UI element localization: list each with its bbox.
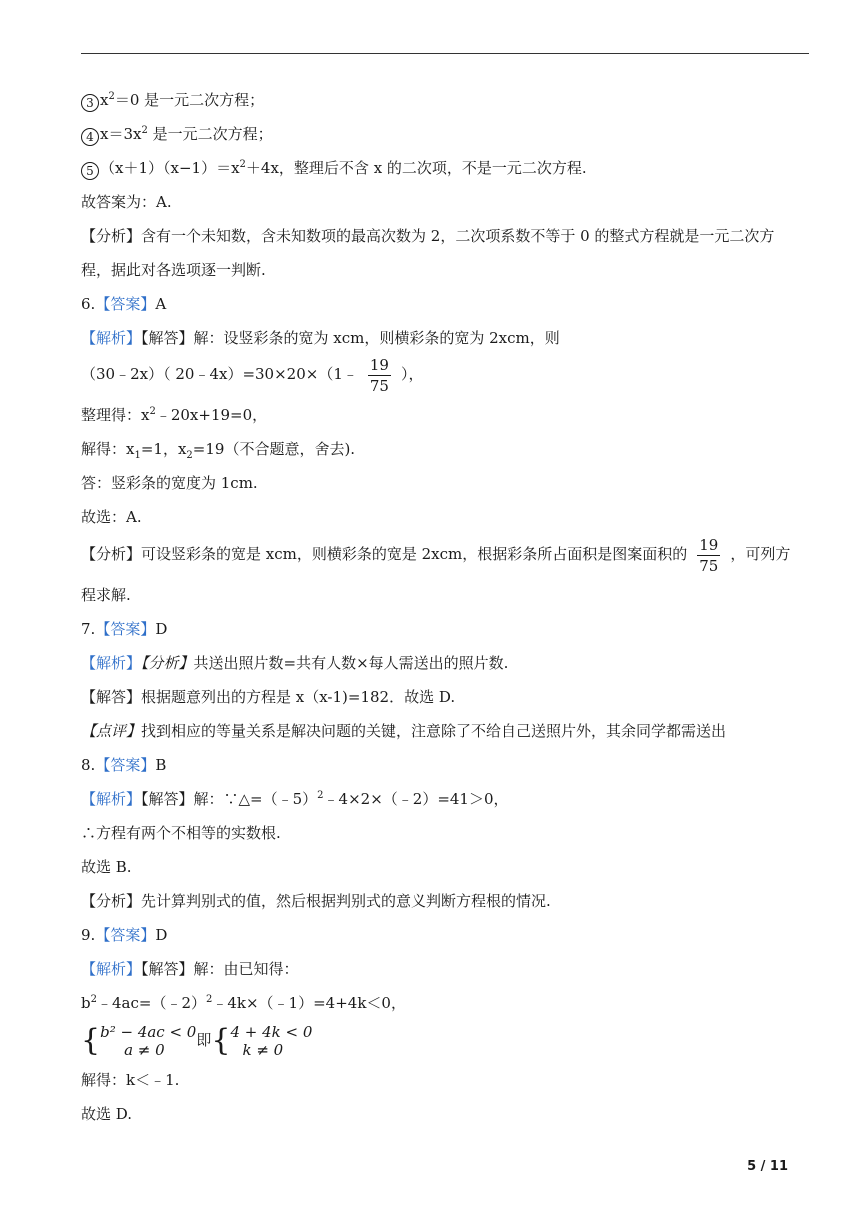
- answer-tag: 【答案】: [95, 295, 156, 313]
- equation-line: [81, 352, 423, 396]
- system-row: 4 + 4k < 0: [230, 1023, 313, 1041]
- header-rule: [81, 53, 809, 54]
- fraction-denominator: 75: [369, 376, 389, 395]
- text-line: 故选 D.: [81, 1105, 133, 1123]
- text-line: 程，据此对各选项逐一判断.: [81, 261, 266, 279]
- text: ＋4x，整理后不含 x 的二次项，不是一元二次方程.: [245, 159, 587, 177]
- left-brace: {: [81, 1023, 101, 1058]
- text: （30﹣2x）（ 20﹣4x）=30×20×（1﹣: [81, 365, 358, 383]
- text-line: [81, 653, 508, 673]
- circled-number: 3: [81, 94, 99, 112]
- analysis-tag: 【解析】: [81, 960, 142, 978]
- analysis-tag: 【解析】: [81, 654, 142, 672]
- text-line: [81, 124, 273, 146]
- fraction: [368, 355, 391, 396]
- text-line: [81, 721, 726, 741]
- answer-tag: 【答案】: [95, 926, 156, 944]
- text-line: [81, 959, 299, 979]
- text: ＝0 是一元二次方程；: [114, 91, 265, 109]
- system-row: b² − 4ac < 0: [100, 1023, 197, 1041]
- text-line: 【分析】先计算判别式的值，然后根据判别式的意义判断方程根的情况.: [81, 892, 551, 910]
- text: ，可列方: [730, 545, 791, 563]
- text: 【解答】解：由已知得：: [141, 960, 299, 978]
- superscript: 2: [317, 790, 324, 801]
- text-line: [81, 328, 560, 348]
- superscript: 2: [90, 994, 97, 1005]
- subscript: 2: [186, 450, 193, 461]
- question-number: 8.: [81, 756, 96, 774]
- answer-value: D: [155, 620, 168, 638]
- text-line: 程求解.: [81, 586, 131, 604]
- text: =19（不合题意，舍去).: [192, 440, 356, 458]
- answer-value: D: [155, 926, 168, 944]
- question-header: [81, 294, 166, 314]
- fraction-denominator: 75: [699, 556, 719, 575]
- text-line: 答：竖彩条的宽度为 1cm.: [81, 474, 258, 492]
- text-line: 【分析】含有一个未知数，含未知数项的最高次数为 2，二次项系数不等于 0 的整式方程就是一元二次方: [81, 227, 775, 245]
- circled-number: 5: [81, 162, 99, 180]
- text-line: [81, 993, 406, 1013]
- text-line: [81, 158, 587, 180]
- text: ），: [400, 365, 424, 383]
- question-number: 7.: [81, 620, 96, 638]
- analysis-tag: 【解析】: [81, 329, 142, 347]
- text-line: ∴方程有两个不相等的实数根.: [81, 824, 281, 842]
- text-line: [81, 789, 509, 809]
- superscript: 2: [149, 406, 156, 417]
- text: 解得：x: [81, 440, 135, 458]
- text: ﹣4ac=（﹣2）: [96, 994, 206, 1012]
- superscript: 2: [205, 994, 213, 1005]
- text-line: 故答案为：A.: [81, 193, 172, 211]
- subscript: 1: [134, 450, 141, 461]
- text: 【解答】解：设竖彩条的宽为 xcm，则横彩条的宽为 2xcm，则: [141, 329, 560, 347]
- text: ﹣4k×（﹣1）=4+4k＜0，: [212, 994, 406, 1012]
- fraction-numerator: 19: [699, 535, 719, 554]
- text: 共送出照片数=共有人数×每人需送出的照片数.: [193, 654, 509, 672]
- text-line: [81, 532, 790, 576]
- text: ﹣20x+19=0，: [155, 406, 268, 424]
- text: 【解答】解：∵△=（﹣5）: [141, 790, 318, 808]
- system-right: [230, 1023, 312, 1059]
- text-line: [81, 439, 355, 459]
- text: b: [81, 994, 91, 1012]
- page-number: 5 / 11: [747, 1159, 788, 1174]
- text: x: [100, 91, 109, 109]
- sub-tag: 【分析】: [141, 654, 194, 672]
- answer-tag: 【答案】: [95, 756, 156, 774]
- text: 即: [196, 1031, 212, 1049]
- text-line: 【解答】根据题意列出的方程是 x（x-1)=182．故选 D.: [81, 688, 456, 706]
- answer-value: B: [155, 756, 167, 774]
- text: x＝3x: [100, 125, 142, 143]
- system-row: k ≠ 0: [242, 1041, 284, 1059]
- text-line: [81, 405, 267, 425]
- left-brace: {: [211, 1023, 231, 1058]
- question-header: [81, 619, 167, 639]
- superscript: 2: [108, 91, 115, 102]
- text-line: 故选：A.: [81, 508, 142, 526]
- question-header: [81, 925, 167, 945]
- superscript: 2: [239, 159, 246, 170]
- text: 是一元二次方程；: [147, 125, 273, 143]
- text: 找到相应的等量关系是解决问题的关键，注意除了不给自己送照片外，其余同学都需送出: [141, 722, 727, 740]
- question-header: [81, 755, 166, 775]
- text: ﹣4×2×（﹣2）=41＞0，: [323, 790, 509, 808]
- question-number: 9.: [81, 926, 96, 944]
- answer-value: A: [155, 295, 167, 313]
- equation-system: [81, 1022, 312, 1059]
- comment-tag: 【点评】: [81, 722, 142, 740]
- circled-number: 4: [81, 128, 99, 146]
- text-line: [81, 90, 264, 112]
- fraction-numerator: 19: [369, 355, 389, 374]
- text: =1，x: [140, 440, 187, 458]
- text-line: 故选 B.: [81, 858, 132, 876]
- text-line: 解得：k＜﹣1.: [81, 1071, 180, 1089]
- text: 【分析】可设竖彩条的宽是 xcm，则横彩条的宽是 2xcm，根据彩条所占面积是图案面积的: [81, 545, 688, 563]
- text: 整理得：x: [81, 406, 150, 424]
- superscript: 2: [141, 125, 148, 136]
- analysis-tag: 【解析】: [81, 790, 142, 808]
- system-left: [100, 1023, 196, 1059]
- text: （x＋1）（x−1）＝x: [100, 159, 240, 177]
- fraction: [697, 535, 720, 576]
- question-number: 6.: [81, 295, 96, 313]
- system-row: a ≠ 0: [124, 1041, 165, 1059]
- answer-tag: 【答案】: [95, 620, 156, 638]
